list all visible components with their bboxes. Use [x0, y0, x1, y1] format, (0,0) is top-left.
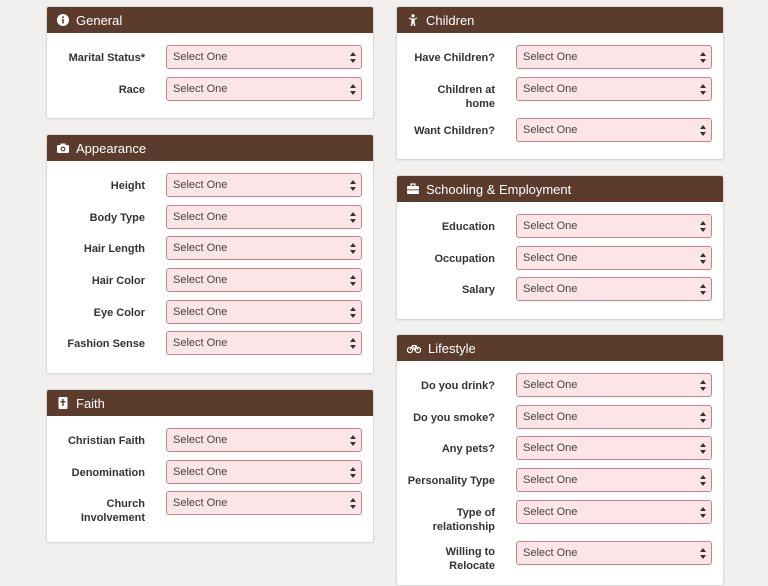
select-caret-icon — [700, 221, 706, 232]
field-label: Occupation — [434, 253, 495, 265]
fashion-sense-select[interactable] — [166, 331, 362, 355]
relationship-type-select[interactable] — [516, 500, 712, 524]
pets-select[interactable] — [516, 436, 712, 460]
select-caret-icon — [700, 253, 706, 264]
general-panel — [46, 6, 374, 119]
body-type-select[interactable] — [166, 205, 362, 229]
field-label: Children at home — [437, 84, 495, 110]
select-value: Select One — [173, 242, 228, 254]
select-value: Select One — [523, 220, 578, 232]
schooling-title: Schooling & Employment — [426, 181, 572, 197]
select-caret-icon — [700, 125, 706, 136]
child-icon — [407, 14, 419, 26]
field-label: Fashion Sense — [67, 338, 145, 350]
info-icon — [57, 14, 69, 26]
select-caret-icon — [350, 435, 356, 446]
children-header — [397, 7, 723, 33]
select-caret-icon — [350, 52, 356, 63]
select-value: Select One — [523, 379, 578, 391]
select-caret-icon — [700, 284, 706, 295]
select-value: Select One — [523, 283, 578, 295]
field-label: Do you smoke? — [413, 412, 495, 424]
select-value: Select One — [173, 497, 228, 509]
marital-status-select[interactable] — [166, 45, 362, 69]
appearance-title: Appearance — [76, 140, 147, 156]
faith-title: Faith — [76, 395, 105, 411]
field-label: Personality Type — [407, 475, 495, 487]
lifestyle-title: Lifestyle — [428, 340, 476, 356]
select-value: Select One — [523, 51, 578, 63]
bicycle-icon — [407, 342, 421, 354]
briefcase-icon — [407, 183, 419, 195]
general-header — [47, 7, 373, 33]
field-label: Denomination — [71, 467, 145, 479]
select-value: Select One — [523, 411, 578, 423]
christian-faith-select[interactable] — [166, 428, 362, 452]
lifestyle-header — [397, 335, 723, 361]
select-value: Select One — [173, 466, 228, 478]
select-caret-icon — [350, 180, 356, 191]
schooling-header — [397, 176, 723, 202]
field-label: Height — [110, 180, 145, 192]
personality-type-select[interactable] — [516, 468, 712, 492]
smoke-select[interactable] — [516, 405, 712, 429]
field-label: Hair Color — [91, 275, 145, 287]
select-caret-icon — [700, 475, 706, 486]
select-value: Select One — [173, 274, 228, 286]
select-value: Select One — [173, 434, 228, 446]
race-select[interactable] — [166, 77, 362, 101]
select-caret-icon — [350, 84, 356, 95]
want-children-select[interactable] — [516, 118, 712, 142]
eye-color-select[interactable] — [166, 300, 362, 324]
hair-length-select[interactable] — [166, 236, 362, 260]
appearance-panel — [46, 134, 374, 374]
field-label: Church Involvement — [80, 498, 145, 524]
select-caret-icon — [350, 338, 356, 349]
field-label: Hair Length — [83, 243, 145, 255]
denomination-select[interactable] — [166, 460, 362, 484]
select-caret-icon — [350, 243, 356, 254]
camera-icon — [57, 142, 69, 154]
children-panel — [396, 6, 724, 160]
select-caret-icon — [350, 498, 356, 509]
education-select[interactable] — [516, 214, 712, 238]
have-children-select[interactable] — [516, 45, 712, 69]
field-label: Do you drink? — [421, 380, 495, 392]
select-value: Select One — [173, 83, 228, 95]
select-value: Select One — [523, 124, 578, 136]
select-caret-icon — [700, 52, 706, 63]
select-caret-icon — [700, 548, 706, 559]
select-caret-icon — [700, 412, 706, 423]
bible-icon — [57, 397, 69, 409]
select-value: Select One — [173, 337, 228, 349]
field-label: Want Children? — [414, 125, 495, 137]
select-caret-icon — [350, 467, 356, 478]
select-caret-icon — [700, 380, 706, 391]
select-caret-icon — [700, 507, 706, 518]
relocate-select[interactable] — [516, 541, 712, 565]
church-involvement-select[interactable] — [166, 491, 362, 515]
select-caret-icon — [350, 275, 356, 286]
field-label: Any pets? — [441, 443, 495, 455]
field-label: Marital Status* — [68, 52, 145, 64]
field-label: Type of relationship — [432, 507, 495, 533]
schooling-panel — [396, 175, 724, 320]
general-title: General — [76, 12, 123, 28]
hair-color-select[interactable] — [166, 268, 362, 292]
select-value: Select One — [173, 211, 228, 223]
field-label: Willing to Relocate — [445, 546, 495, 572]
select-value: Select One — [173, 179, 228, 191]
field-label: Salary — [461, 284, 495, 296]
field-label: Body Type — [89, 212, 145, 224]
select-value: Select One — [523, 506, 578, 518]
faith-panel — [46, 389, 374, 543]
faith-header — [47, 390, 373, 416]
field-label: Education — [441, 221, 495, 233]
select-caret-icon — [350, 212, 356, 223]
occupation-select[interactable] — [516, 246, 712, 270]
appearance-header — [47, 135, 373, 161]
select-value: Select One — [523, 442, 578, 454]
height-select[interactable] — [166, 173, 362, 197]
salary-select[interactable] — [516, 277, 712, 301]
select-value: Select One — [523, 83, 578, 95]
select-value: Select One — [523, 547, 578, 559]
field-label: Race — [118, 84, 145, 96]
field-label: Have Children? — [414, 52, 495, 64]
select-value: Select One — [173, 306, 228, 318]
select-caret-icon — [700, 443, 706, 454]
select-value: Select One — [523, 252, 578, 264]
select-caret-icon — [350, 307, 356, 318]
children-at-home-select[interactable] — [516, 77, 712, 101]
select-caret-icon — [700, 84, 706, 95]
select-value: Select One — [523, 474, 578, 486]
select-value: Select One — [173, 51, 228, 63]
children-title: Children — [426, 12, 475, 28]
drink-select[interactable] — [516, 373, 712, 397]
field-label: Eye Color — [93, 307, 145, 319]
lifestyle-panel — [396, 334, 724, 586]
field-label: Christian Faith — [67, 435, 145, 447]
